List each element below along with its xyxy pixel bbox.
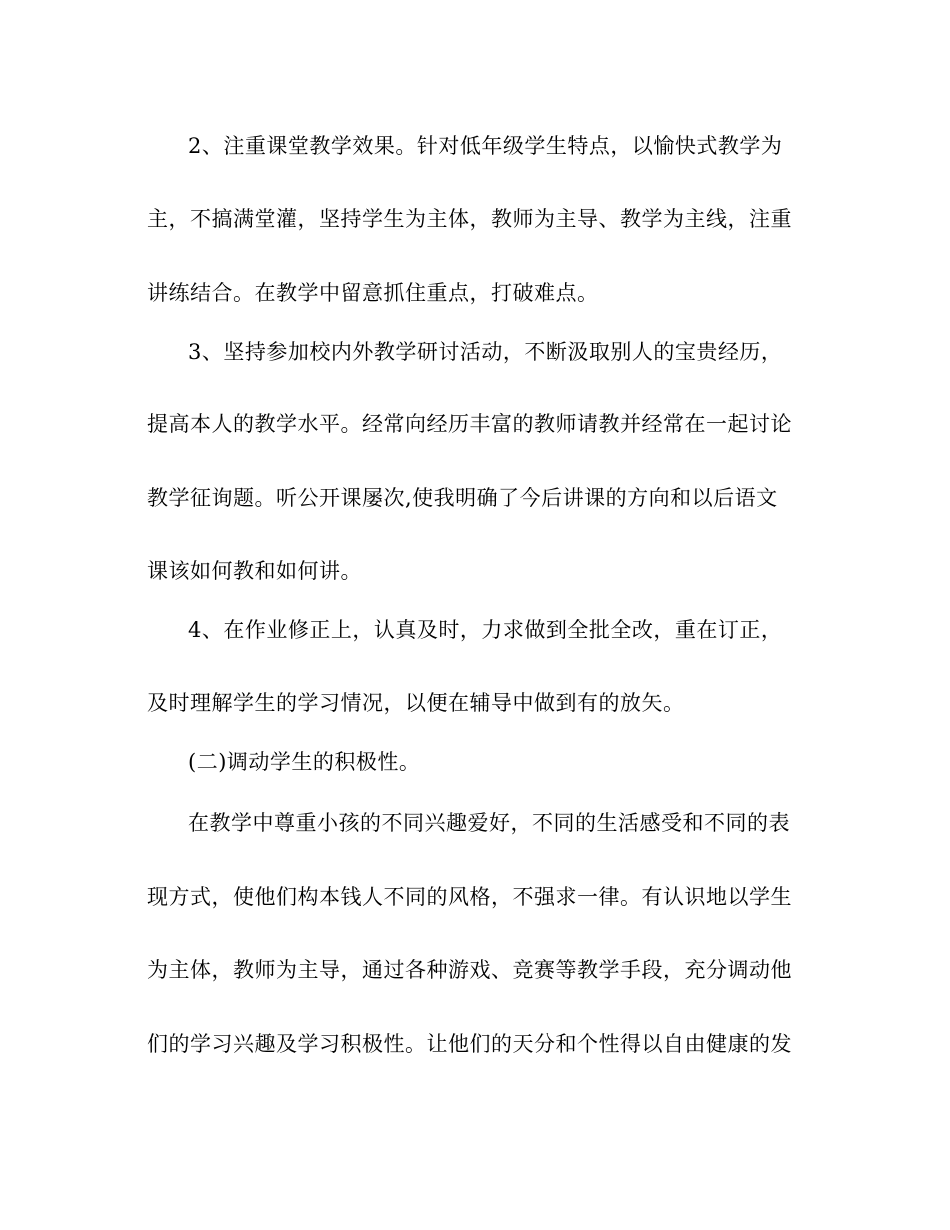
text-line: 提高本人的教学水平。经常向经历丰富的教师请教并经常在一起讨论 bbox=[147, 412, 792, 436]
text-line: 课该如何教和如何讲。 bbox=[147, 559, 362, 583]
text-line: 4、在作业修正上，认真及时，力求做到全批全改，重在订正， bbox=[188, 618, 783, 642]
text-line: 及时理解学生的学习情况，以便在辅导中做到有的放矢。 bbox=[147, 691, 685, 715]
text-line: 现方式，使他们构本钱人不同的风格，不强求一律。有认识地以学生 bbox=[147, 885, 792, 909]
text-line: 2、注重课堂教学效果。针对低年级学生特点，以愉快式教学为 bbox=[188, 134, 783, 158]
text-line: 教学征询题。听公开课屡次,使我明确了今后讲课的方向和以后语文 bbox=[147, 486, 778, 510]
text-line: 讲练结合。在教学中留意抓住重点，打破难点。 bbox=[147, 281, 599, 305]
section-heading: (二)调动学生的积极性。 bbox=[188, 750, 421, 774]
text-line: 主，不搞满堂灌，坚持学生为主体，教师为主导、教学为主线，注重 bbox=[147, 207, 792, 231]
text-line: 们的学习兴趣及学习积极性。让他们的天分和个性得以自由健康的发 bbox=[147, 1032, 792, 1056]
text-line: 3、坚持参加校内外教学研讨活动，不断汲取别人的宝贵经历， bbox=[188, 340, 783, 364]
text-line: 在教学中尊重小孩的不同兴趣爱好，不同的生活感受和不同的表 bbox=[188, 811, 790, 835]
text-line: 为主体，教师为主导，通过各种游戏、竞赛等教学手段，充分调动他 bbox=[147, 958, 792, 982]
